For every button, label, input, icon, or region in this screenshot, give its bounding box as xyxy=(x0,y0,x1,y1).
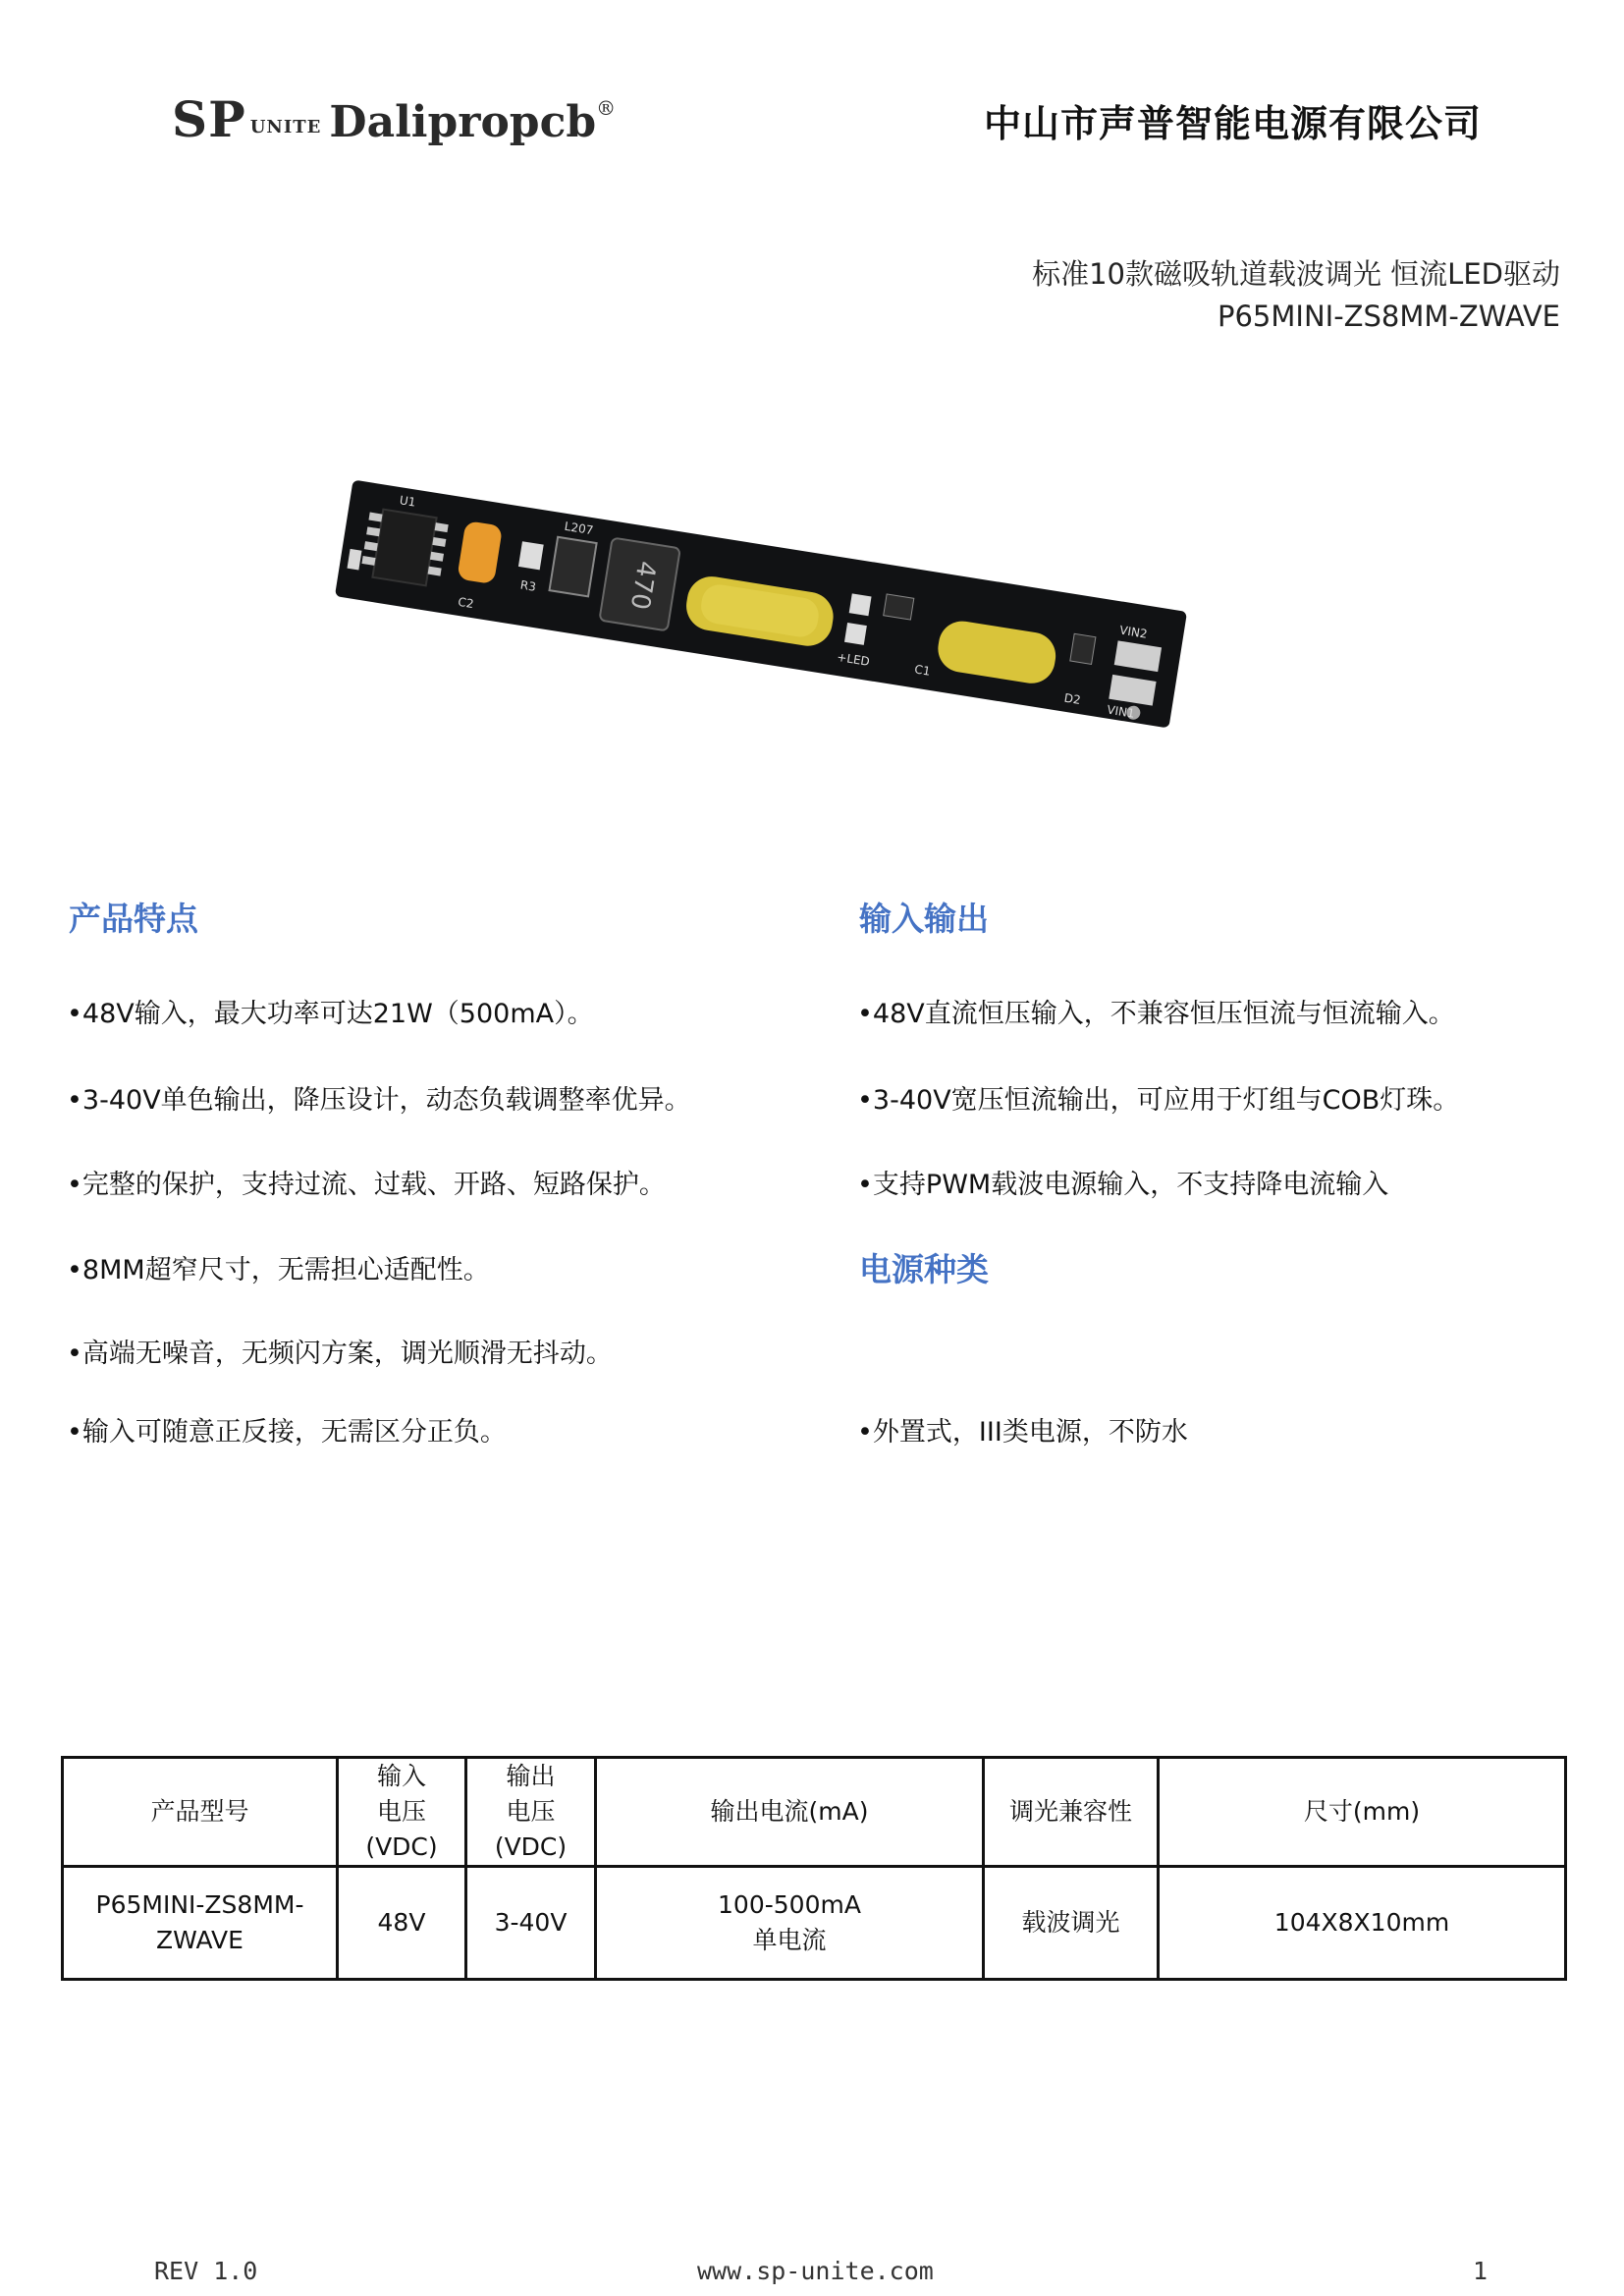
header-dimming: 调光兼容性 xyxy=(984,1758,1159,1867)
footer-revision: REV 1.0 xyxy=(154,2257,258,2285)
cell-output-current: 100-500mA 单电流 xyxy=(596,1867,984,1980)
header-size: 尺寸(mm) xyxy=(1159,1758,1566,1867)
io-item: •支持PWM载波电源输入，不支持降电流输入 xyxy=(857,1170,1389,1200)
feature-item: •3-40V单色输出，降压设计，动态负载调整率优异。 xyxy=(67,1085,691,1116)
feature-item: •高端无噪音，无频闪方案，调光顺滑无抖动。 xyxy=(67,1339,613,1369)
header-input-voltage: 输入 电压(VDC) xyxy=(338,1758,466,1867)
header-output-current: 输出电流(mA) xyxy=(596,1758,984,1867)
io-heading: 输入输出 xyxy=(859,900,989,938)
logo-unite: UNITE xyxy=(249,117,322,137)
cell-model: P65MINI-ZS8MM- ZWAVE xyxy=(63,1867,338,1980)
company-name: 中山市声普智能电源有限公司 xyxy=(983,102,1482,145)
header-output-voltage: 输出 电压(VDC) xyxy=(466,1758,596,1867)
footer-page-number: 1 xyxy=(1473,2257,1489,2285)
table-header-row xyxy=(63,1758,1566,1867)
pcb-label-vin1: VIN1 xyxy=(1106,702,1136,721)
header-model: 产品型号 xyxy=(63,1758,338,1867)
pcb-label-c2: C2 xyxy=(457,594,475,612)
product-pcb-image xyxy=(319,442,1203,766)
cell-size: 104X8X10mm xyxy=(1159,1867,1566,1980)
power-type-heading: 电源种类 xyxy=(859,1250,989,1288)
logo-brand: Dalipropcb xyxy=(329,97,597,147)
feature-item: •完整的保护，支持过流、过载、开路、短路保护。 xyxy=(67,1170,666,1200)
feature-item: •48V输入，最大功率可达21W（500mA）。 xyxy=(67,999,594,1029)
io-item: •3-40V宽压恒流输出，可应用于灯组与COB灯珠。 xyxy=(857,1085,1460,1116)
feature-item: •输入可随意正反接，无需区分正负。 xyxy=(67,1417,507,1448)
cell-output-voltage: 3-40V xyxy=(466,1867,596,1980)
cell-dimming: 载波调光 xyxy=(984,1867,1159,1980)
pcb-label-r3: R3 xyxy=(518,577,537,594)
table-row xyxy=(63,1867,1566,1980)
pcb-label-vin2: VIN2 xyxy=(1118,623,1149,641)
pcb-label-led: +LED xyxy=(836,649,871,669)
features-heading: 产品特点 xyxy=(69,900,198,938)
subtitle-line-1: 标准10款磁吸轨道载波调光 恒流LED驱动 xyxy=(1032,257,1560,291)
io-item: •48V直流恒压输入，不兼容恒压恒流与恒流输入。 xyxy=(857,999,1455,1029)
spec-table xyxy=(61,1756,1567,1981)
inductor-label: 470 xyxy=(623,559,662,612)
pcb-label-c1: C1 xyxy=(913,662,932,679)
footer-website-link[interactable]: www.sp-unite.com xyxy=(697,2257,934,2285)
pcb-label-u1: U1 xyxy=(398,493,417,510)
power-type-item: •外置式，III类电源，不防水 xyxy=(857,1417,1188,1448)
logo-registered-mark: ® xyxy=(596,96,617,120)
feature-item: •8MM超窄尺寸，无需担心适配性。 xyxy=(67,1255,490,1285)
pcb-label-d2: D2 xyxy=(1062,690,1082,708)
product-model: P65MINI-ZS8MM-ZWAVE xyxy=(1217,300,1560,333)
company-logo xyxy=(172,90,616,149)
pcb-label-l207: L207 xyxy=(563,519,595,538)
cell-input-voltage: 48V xyxy=(338,1867,466,1980)
document-subtitle xyxy=(1032,253,1560,338)
logo-sp: SP xyxy=(172,90,246,148)
